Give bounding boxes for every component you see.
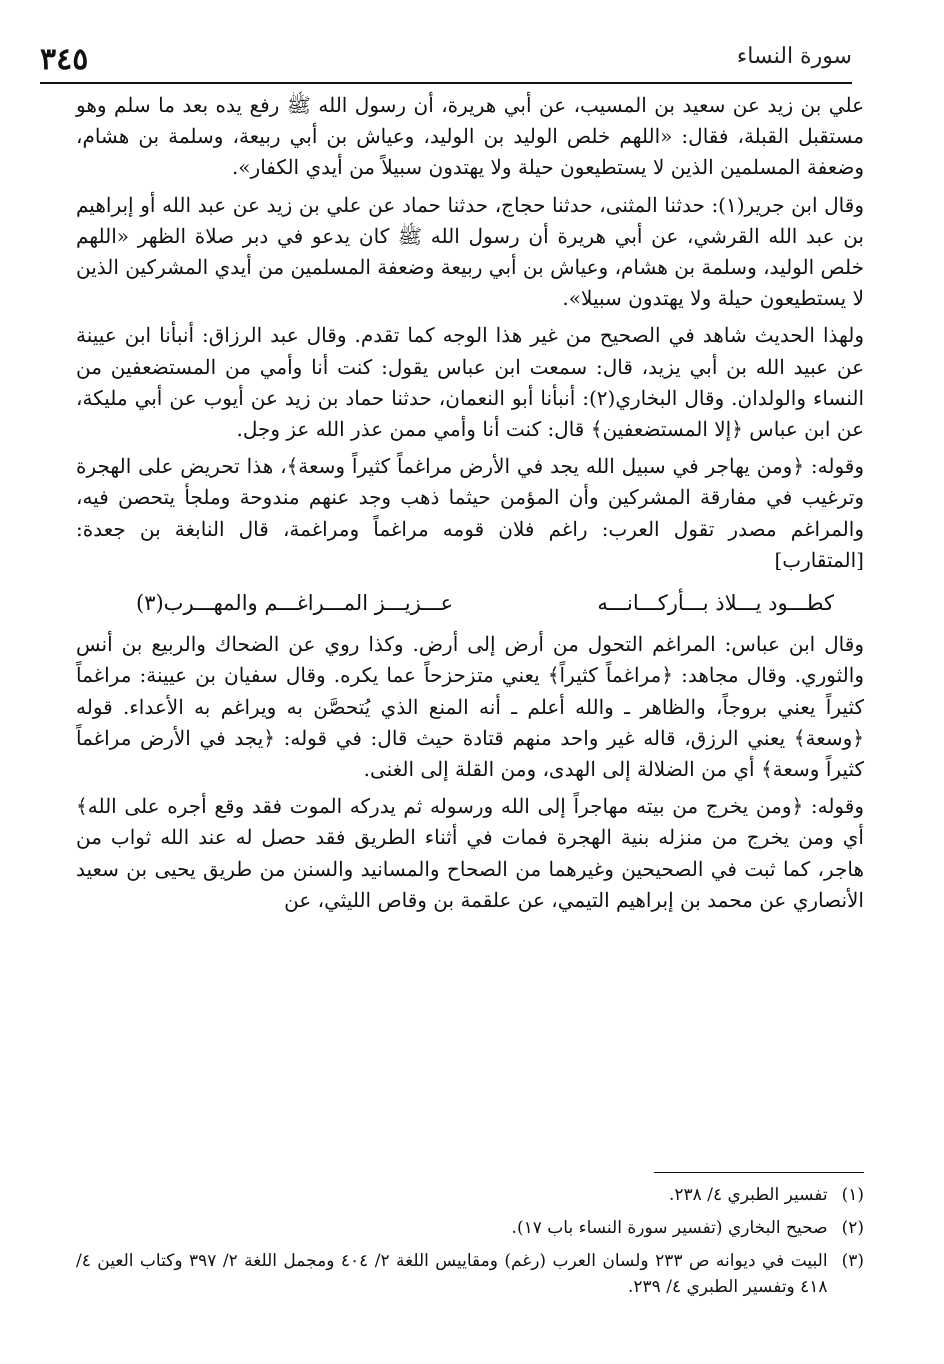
footnote	[76, 1182, 864, 1208]
paragraph: وقال ابن عباس: المراغم التحول من أرض إلى أرض. وكذا روي عن الضحاك والربيع بن أنس والثوري. وقال مجاهد: ﴿مراغماً كثيراً﴾ يعني متزحزحاً عما يكره. وقال سفيان بن عيينة: مراغماً كثيراً يعني بروجاً، والظاهر ـ والله أعلم ـ أنه المنع الذي يُتحصَّن به ويراغم به الأعداء. قوله ﴿وسعة﴾ يعني الرزق، قاله غير واحد منهم قتادة حيث قال: في قوله: ﴿يجد في الأرض مراغماً كثيراً وسعة﴾ أي من الضلالة إلى الهدى، ومن القلة إلى الغنى.	[76, 632, 864, 782]
header-rule	[40, 82, 852, 84]
paragraph: وقال ابن جرير(١): حدثنا المثنى، حدثنا حجاج، حدثنا حماد عن علي بن زيد عن عبد الله أو إبراهيم بن عبد الله القرشي، عن أبي هريرة أن رسول الله ﷺ كان يدعو في دبر صلاة الظهر «اللهم خلص الوليد، وسلمة بن هشام، وعياش بن أبي ربيعة وضعفة المسلمين من أيدي المشركين الذين لا يستطيعون حيلة ولا يهتدون سبيلا».	[76, 192, 864, 311]
footnote-mark: (٣)	[841, 1251, 864, 1271]
verse-first-hemistich: كطـــود يـــلاذ بـــأركـــانـــه	[597, 591, 834, 616]
footnote-mark: (٢)	[841, 1218, 864, 1238]
paragraph: وقوله: ﴿ومن يهاجر في سبيل الله يجد في الأرض مراغماً كثيراً وسعة﴾، هذا تحريض على الهجرة وترغيب في مفارقة المشركين وأن المؤمن حيثما ذهب وجد عنهم مندوحة وملجأ يتحصن فيه، والمراغم مصدر تقول العرب: راغم فلان قومه مراغماً ومراغمة، قال النابغة بن جعدة: [المتقارب]	[76, 454, 864, 572]
footnote	[76, 1215, 864, 1241]
poetry-verse	[76, 576, 864, 629]
footnote-mark: (١)	[841, 1185, 864, 1205]
footnotes	[76, 1182, 864, 1307]
footnote-text: تفسير الطبري ٤/ ٢٣٨.	[669, 1185, 828, 1205]
footnote-text: صحيح البخاري (تفسير سورة النساء باب ١٧).	[511, 1218, 828, 1238]
footnote-separator	[654, 1172, 864, 1173]
paragraph: وقوله: ﴿ومن يخرج من بيته مهاجراً إلى الله ورسوله ثم يدركه الموت فقد وقع أجره على الله﴾ أي ومن يخرج من منزله بنية الهجرة فمات في أثناء الطريق فقد حصل له عند الله ثواب من هاجر، كما ثبت في الصحيحين وغيرهما من الصحاح والمسانيد والسنن من طريق يحيى بن سعيد الأنصاري عن محمد بن إبراهيم التيمي، عن علقمة بن وقاص الليثي، عن	[76, 794, 864, 912]
paragraph: علي بن زيد عن سعيد بن المسيب، عن أبي هريرة، أن رسول الله ﷺ رفع يده بعد ما سلم وهو مستقبل القبلة، فقال: «اللهم خلص الوليد بن الوليد، وعياش بن أبي ربيعة، وسلمة بن هشام، وضعفة المسلمين الذين لا يستطيعون حيلة ولا يهتدون سبيلاً من أيدي الكفار».	[76, 93, 864, 180]
main-text	[76, 90, 864, 916]
running-title: سورة النساء	[736, 44, 852, 69]
page-number: ٣٤٥	[40, 42, 89, 77]
page-header	[40, 34, 852, 84]
paragraph: ولهذا الحديث شاهد في الصحيح من غير هذا الوجه كما تقدم. وقال عبد الرزاق: أنبأنا ابن عيينة عن عبيد الله بن أبي يزيد، قال: سمعت ابن عباس يقول: كنت أنا وأمي من المستضعفين من النساء والولدان. وقال البخاري(٢): أنبأنا أبو النعمان، حدثنا حماد بن زيد عن أيوب عن أبي مليكة، عن ابن عباس ﴿إلا المستضعفين﴾ قال: كنت أنا وأمي ممن عذر الله عز وجل.	[76, 323, 864, 442]
verse-second-hemistich: عـــزيـــز المـــراغـــم والمهـــرب(٣)	[136, 591, 454, 616]
footnote	[76, 1248, 864, 1300]
footnote-text: البيت في ديوانه ص ٢٣٣ ولسان العرب (رغم) ومقاييس اللغة ٢/ ٤٠٤ ومجمل اللغة ٢/ ٣٩٧ وكتاب العين ٤/ ٤١٨ وتفسير الطبري ٤/ ٢٣٩.	[76, 1251, 828, 1297]
